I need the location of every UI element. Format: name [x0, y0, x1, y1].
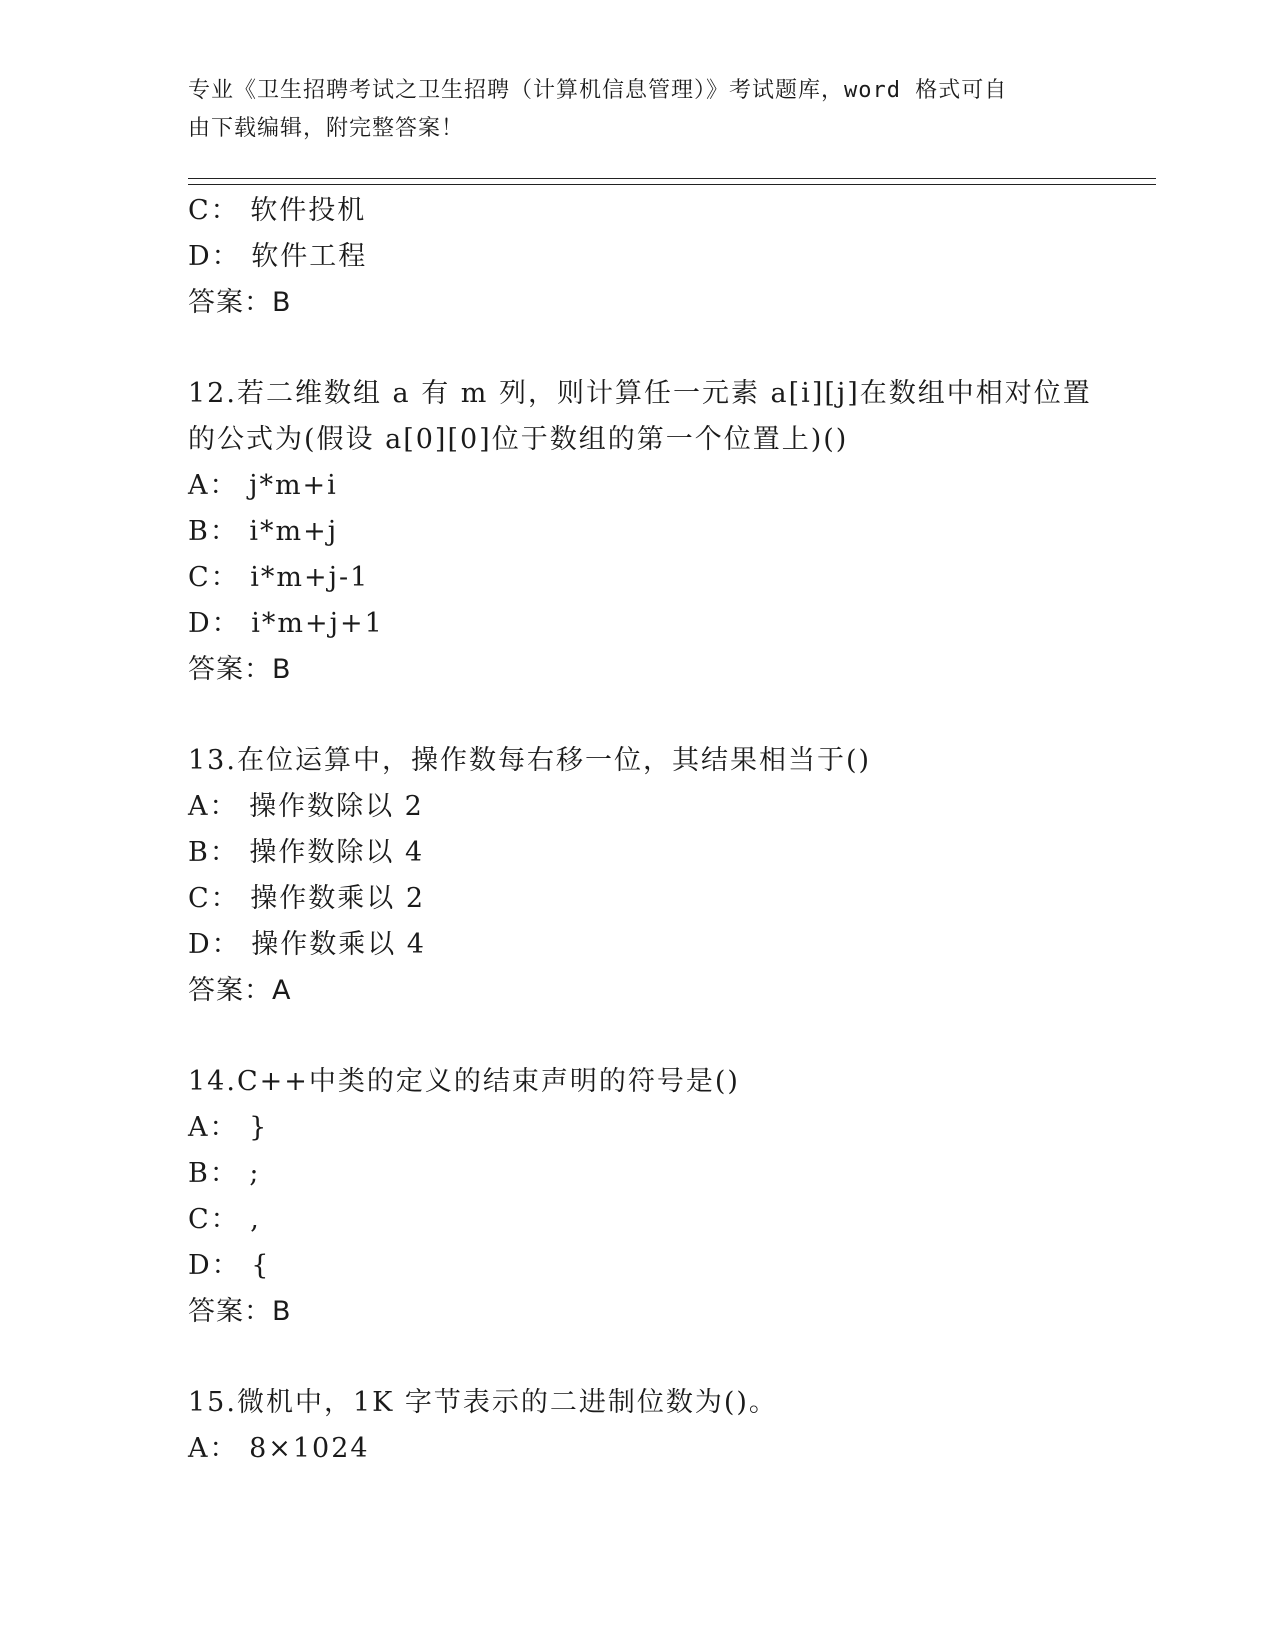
option-a: A： 操作数除以 2 — [188, 791, 424, 822]
option-c: C： 操作数乘以 2 — [188, 883, 426, 914]
question-13 — [188, 738, 1088, 1014]
question-stem: 14.C++中类的定义的结束声明的符号是() — [188, 1066, 740, 1097]
option-d: D： 操作数乘以 4 — [188, 929, 426, 960]
option-b: B： i*m+j — [188, 516, 339, 547]
option-d: D： i*m+j+1 — [188, 608, 384, 639]
question-14 — [188, 1059, 1088, 1335]
option-c: C： i*m+j-1 — [188, 562, 370, 593]
option-a: A： } — [188, 1112, 269, 1143]
header-divider-top — [188, 178, 1156, 179]
option-c: C： , — [188, 1204, 261, 1235]
option-c: C： 软件投机 — [188, 195, 367, 226]
question-stem: 13.在位运算中，操作数每右移一位，其结果相当于() — [188, 745, 872, 776]
option-b: B： ; — [188, 1158, 261, 1189]
question-11-tail — [188, 188, 1088, 326]
option-d: D： { — [188, 1250, 271, 1281]
option-b: B： 操作数除以 4 — [188, 837, 425, 868]
question-12 — [188, 371, 1092, 693]
answer-line: 答案：A — [188, 975, 292, 1006]
header-line-1: 专业《卫生招聘考试之卫生招聘（计算机信息管理）》考试题库，word 格式可自 — [188, 78, 1008, 103]
option-d: D： 软件工程 — [188, 241, 368, 272]
question-stem: 12.若二维数组 a 有 m 列，则计算任一元素 a[i][j]在数组中相对位置 — [188, 378, 1092, 409]
document-header — [188, 72, 1068, 148]
option-a: A： 8×1024 — [188, 1433, 370, 1464]
header-line-2: 由下载编辑，附完整答案！ — [188, 116, 465, 141]
answer-line: 答案：B — [188, 287, 292, 318]
question-stem-continued: 的公式为(假设 a[0][0]位于数组的第一个位置上)() — [188, 424, 849, 455]
answer-line: 答案：B — [188, 654, 292, 685]
header-divider-bottom — [188, 184, 1156, 185]
question-15 — [188, 1380, 1088, 1472]
question-stem: 15.微机中，1K 字节表示的二进制位数为()。 — [188, 1387, 778, 1418]
question-list — [188, 188, 1092, 1472]
answer-line: 答案：B — [188, 1296, 292, 1327]
option-a: A： j*m+i — [188, 470, 338, 501]
